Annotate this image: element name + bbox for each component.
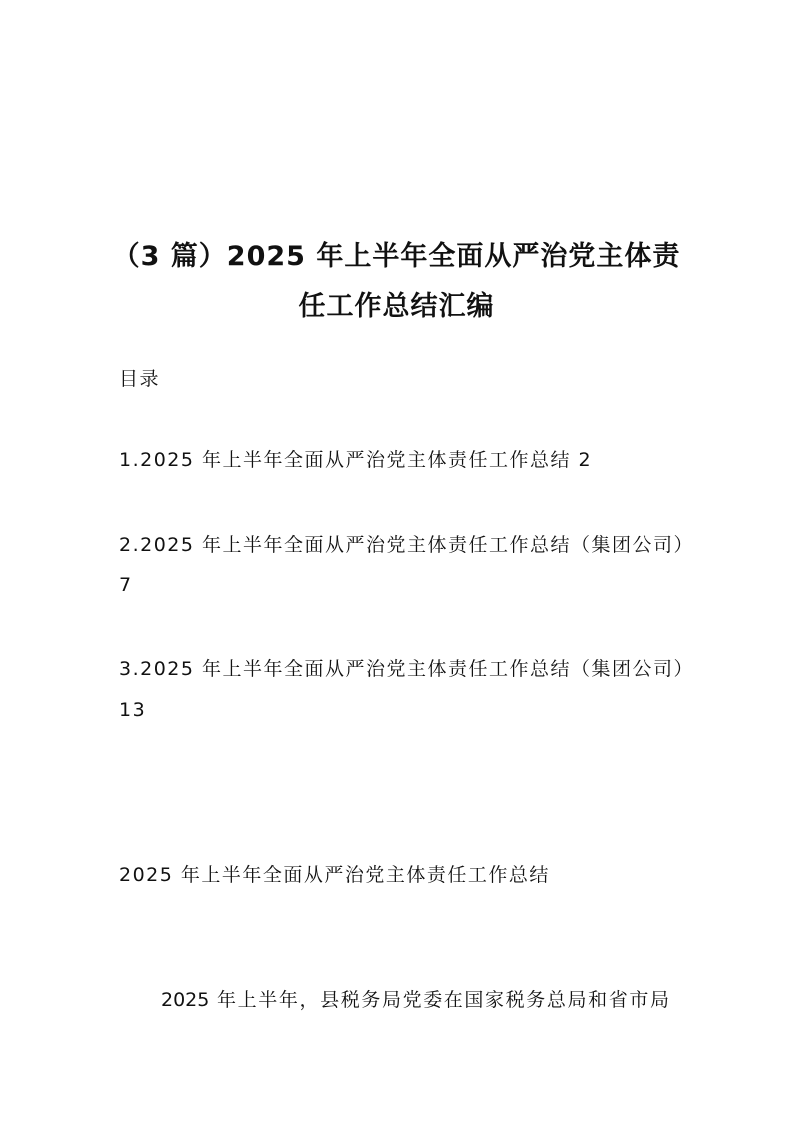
- toc-entry-2[interactable]: 2.2025 年上半年全面从严治党主体责任工作总结（集团公司）: [119, 534, 695, 556]
- body-paragraph: 2025 年上半年，县税务局党委在国家税务总局和省市局: [161, 989, 669, 1011]
- toc-entry-3-page[interactable]: 13: [119, 699, 147, 721]
- toc-label: 目录: [119, 368, 161, 390]
- section-heading: 2025 年上半年全面从严治党主体责任工作总结: [119, 864, 550, 886]
- document-title-line-2: 任工作总结汇编: [298, 291, 495, 322]
- toc-entry-3[interactable]: 3.2025 年上半年全面从严治党主体责任工作总结（集团公司）: [119, 658, 695, 680]
- document-title-line-1: （3 篇）2025 年上半年全面从严治党主体责: [112, 241, 681, 272]
- toc-entry-1[interactable]: 1.2025 年上半年全面从严治党主体责任工作总结 2: [119, 449, 593, 471]
- toc-entry-2-page[interactable]: 7: [119, 574, 133, 596]
